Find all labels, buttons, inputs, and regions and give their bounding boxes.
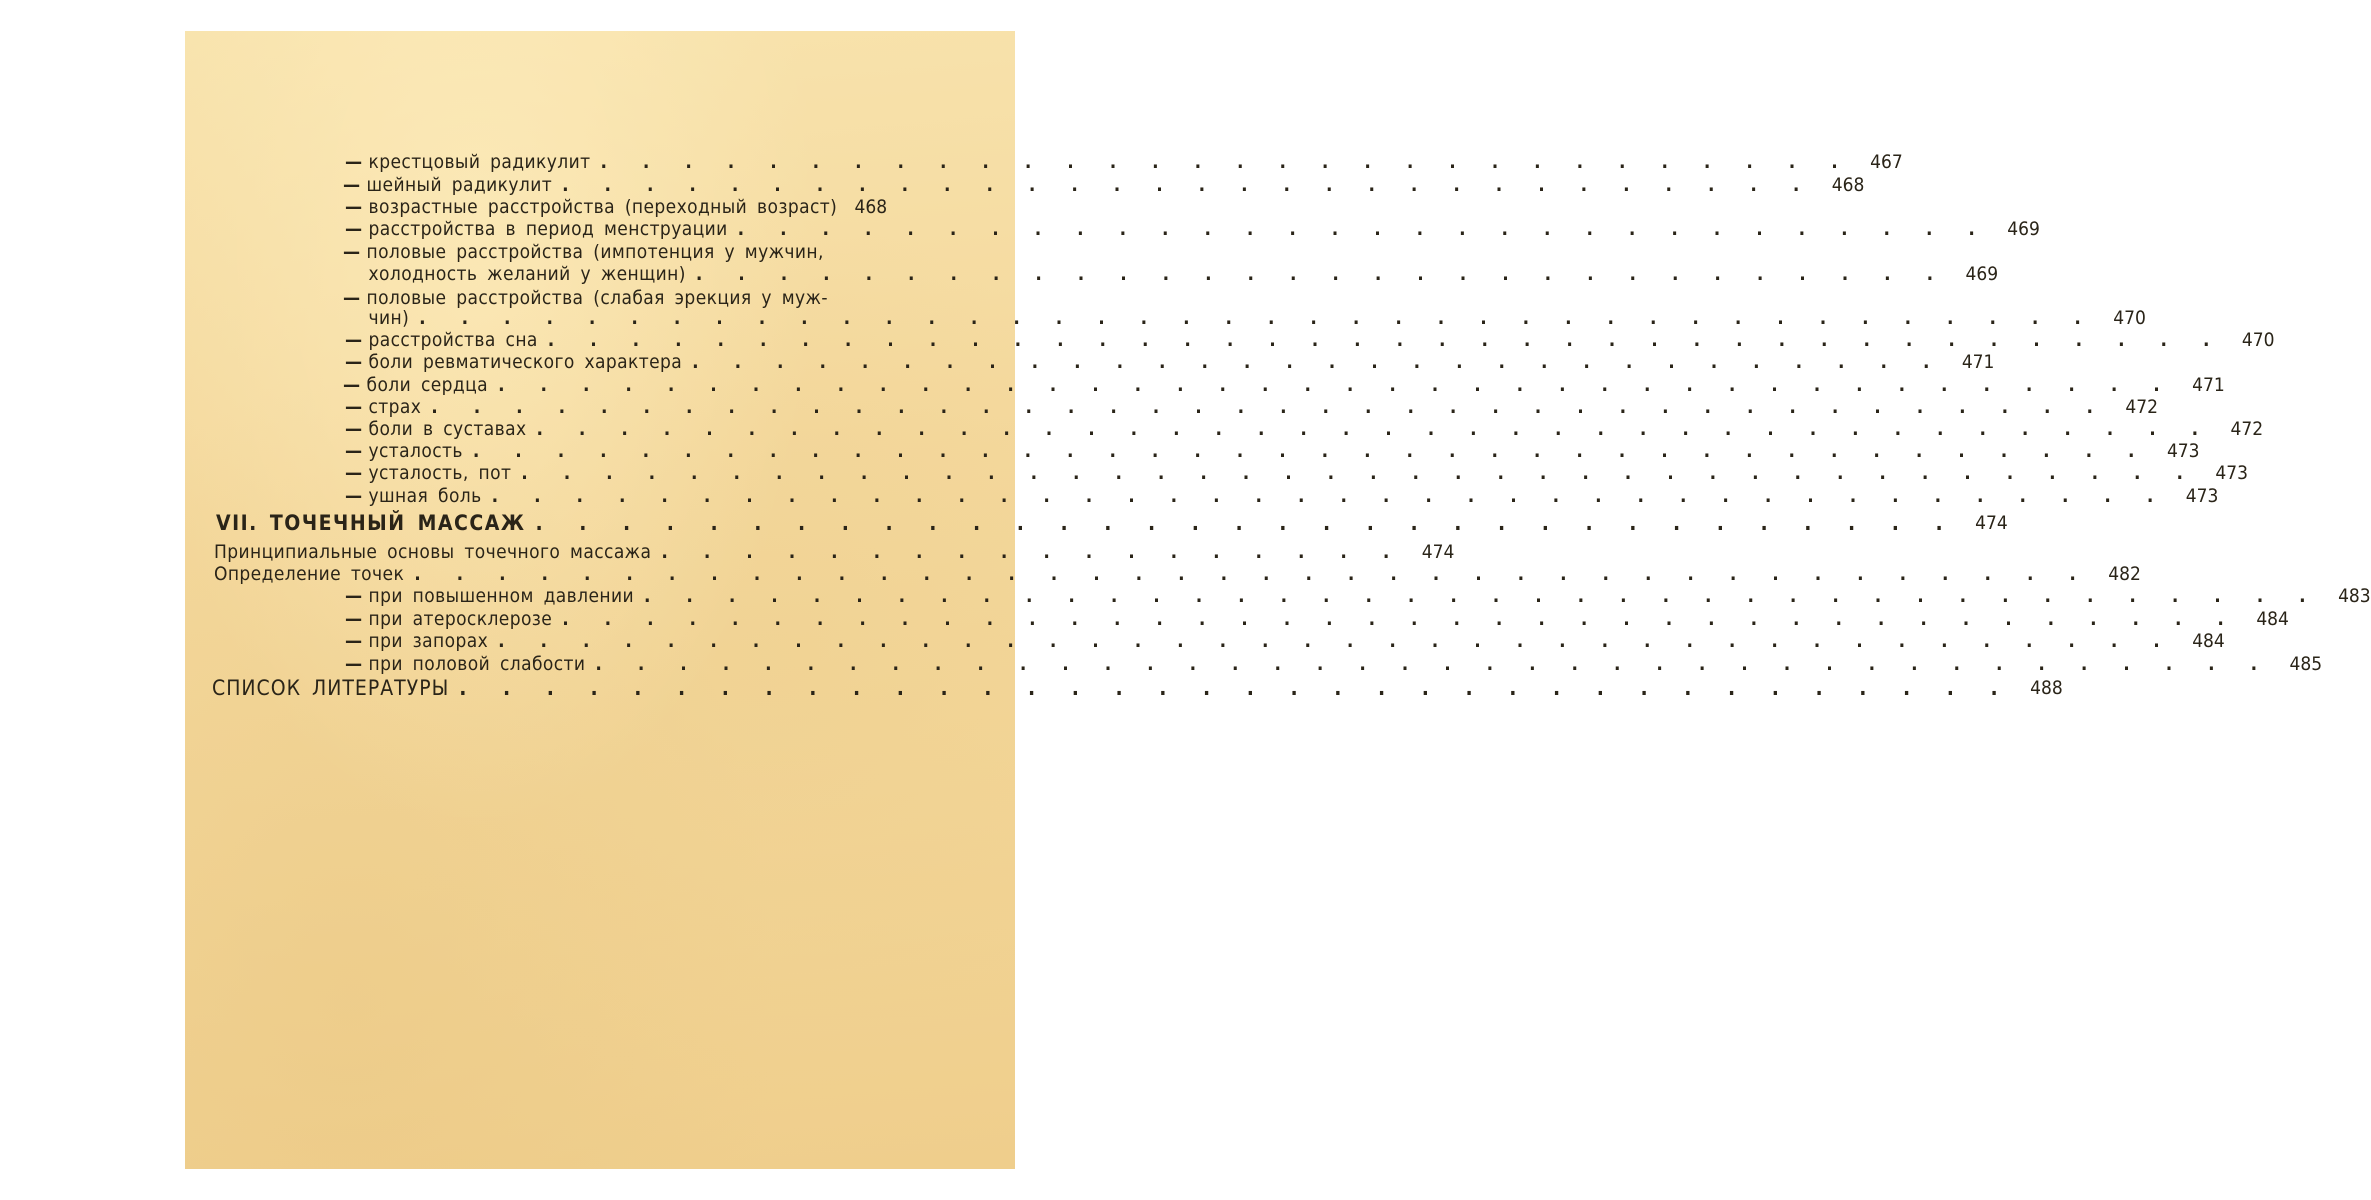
entry-title: боли в суставах (368, 418, 527, 440)
entry-page: 473 (2185, 485, 2219, 507)
entry-dash: — (345, 585, 363, 607)
toc-entry (345, 151, 1903, 174)
entry-dash: — (343, 374, 361, 396)
toc-entry (345, 608, 2289, 631)
dot-leader: . . . . . . . . . . . . . . . . . . . . . . . . . . . . . . . . . . . . (459, 676, 2013, 700)
dot-leader: . . . . . . . . . . . . . . . . . . . . . . . . . . . . . . . . . . . . . . . . (472, 440, 2150, 462)
entry-title: половые расстройства (слабая эрекция у муж- (366, 287, 828, 309)
entry-page: 470 (2113, 307, 2146, 329)
entry-dash: — (345, 485, 363, 507)
entry-dash: — (345, 418, 363, 440)
entry-title: при запорах (368, 630, 489, 652)
toc-entry (343, 174, 1865, 197)
toc-entry (214, 563, 2141, 586)
entry-dash: — (345, 351, 363, 373)
entry-title: чин) (368, 307, 410, 329)
entry-page: 472 (2230, 418, 2264, 440)
entry-page: 473 (2215, 462, 2248, 484)
entry-title: расстройства сна (368, 329, 538, 351)
entry-page: 469 (2007, 218, 2040, 240)
dot-leader: . . . . . . . . . . . . . . . . . . . . . . . . . . . . . . (695, 263, 1949, 285)
toc-entry (345, 653, 2323, 676)
chapter-heading (216, 511, 2008, 535)
dot-leader: . . . . . . . . . . . . . . . . . . . . . . . . . . . . . . (692, 351, 1945, 373)
entry-dash: — (343, 174, 361, 196)
entry-dash: — (345, 608, 363, 630)
entry-page: 472 (2125, 396, 2158, 418)
dot-leader: . . . . . . . . . . . . . . . . . . . . . . . . . . . . . . . . . . . . . . . . (498, 374, 2175, 396)
dot-leader: . . . . . . . . . . . . . . . . . . . . . . . . . . . . . . . . . . . . . . . . (521, 462, 2198, 484)
entry-page: 488 (2030, 677, 2063, 699)
entry-dash: — (345, 653, 363, 675)
toc-entry (345, 585, 2371, 608)
toc-entry (345, 462, 2248, 485)
entry-page: 474 (1421, 541, 1455, 563)
toc-entry (345, 218, 2040, 241)
entry-page: 482 (2108, 563, 2141, 585)
dot-leader: . . . . . . . . . . . . . . . . . . . . . . . . . . . . . . . . . (535, 511, 1958, 535)
entry-page: 473 (2166, 440, 2200, 462)
entry-title: страх (368, 396, 422, 418)
book-page (185, 31, 2371, 1169)
entry-page: 471 (2192, 374, 2225, 396)
entry-page: 483 (2338, 585, 2371, 607)
toc-entry (345, 196, 982, 219)
entry-page: 484 (2192, 630, 2225, 652)
entry-title: расстройства в период менструации (368, 218, 728, 240)
entry-title: боли сердца (366, 374, 489, 396)
toc-entry (345, 351, 1995, 374)
toc-entry (345, 329, 2275, 352)
entry-dash: — (343, 241, 361, 263)
toc-entry (345, 485, 2219, 508)
entry-page: 467 (1870, 151, 1903, 173)
entry-title: возрастные расстройства (переходный возраст) (368, 196, 838, 218)
entry-dash: — (345, 462, 363, 484)
dot-leader: . . . . . . . . . . . . . . . . . . . . . . . . . . . . . . (600, 151, 1853, 173)
dot-leader: . . . . . . . . . . . . . . . . . . . . . . . . . . . . . . . . . . . . . . . . (431, 396, 2108, 418)
toc-entry (345, 440, 2200, 463)
entry-title: при повышенном давлении (368, 585, 634, 607)
entry-title: усталость, пот (368, 462, 512, 484)
dot-leader: . . . . . . . . . . . . . . . . . . . . . . . . . . . . . . . . . . . . . . . . (419, 307, 2096, 329)
dot-leader: . . . . . . . . . . . . . . . . . . . . . . . . . . . . . . . . . . . . . . . . (414, 563, 2091, 585)
dot-leader: . . . . . . . . . . . . . . . . . . . . . . . . . . . . . . . . . . . . . . . . (491, 485, 2169, 507)
dot-leader: . . . . . . . . . . . . . . . . . . . . . . . . . . . . . . . . . . . . . . . . (547, 329, 2225, 351)
entry-dash: — (345, 630, 363, 652)
dot-leader: . . . . . . . . . . . . . . . . . . . . . . . . . . . . . . . . . . . . . . . . (562, 608, 2239, 630)
entry-title: половые расстройства (импотенция у мужчин, (366, 241, 824, 263)
entry-page: 468 (1831, 174, 1865, 196)
toc-entry-continued (345, 263, 1999, 286)
entry-dash: — (345, 396, 363, 418)
entry-page: 484 (2256, 608, 2289, 630)
entry-title: при атеросклерозе (368, 608, 553, 630)
entry-dash: — (345, 196, 363, 218)
entry-title: Принципиальные основы точечного массажа (214, 541, 652, 563)
toc-entry (345, 630, 2225, 653)
entry-dash: — (345, 151, 363, 173)
dot-leader: . . . . . . . . . . . . . . . . . . . . . . . . . . . . . . . . . . . . . . . . (498, 630, 2175, 652)
entry-page: 471 (1961, 351, 1995, 373)
entry-dash: — (345, 329, 363, 351)
entry-title: боли ревматического характера (368, 351, 683, 373)
toc-entry-continued (345, 307, 2146, 330)
dot-leader: . . . . . . . . . . . . . . . . . . . . . . . . . . . . . . (562, 174, 1815, 196)
dot-leader: . . . . . . . . . . . . . . . . . . (661, 541, 1405, 563)
table-of-contents (185, 31, 2371, 1169)
bibliography-heading (212, 676, 2063, 700)
entry-title: усталость (368, 440, 463, 462)
dot-leader: . . . . . . . . . . . . . . . . . . . . . . . . . . . . . . . . . . . . . . . . (643, 585, 2321, 607)
toc-entry (214, 541, 1455, 564)
entry-title: крестцовый радикулит (368, 151, 591, 173)
toc-entry (345, 396, 2158, 419)
toc-entry (343, 241, 929, 264)
entry-dash: — (343, 287, 361, 309)
entry-title: шейный радикулит (366, 174, 553, 196)
dot-leader: . . . . . . . . . . . . . . . . . . . . . . . . . . . . . . . . . . . . . . . . (536, 418, 2214, 440)
entry-page: 470 (2241, 329, 2275, 351)
entry-page: 468 (854, 196, 888, 218)
entry-title: при половой слабости (368, 653, 586, 675)
dot-leader: . . . . . . . . . . . . . . . . . . . . . . . . . . . . . . (737, 218, 1990, 240)
entry-title: ушная боль (368, 485, 482, 507)
dot-leader: . . . . . . . . . . . . . . . . . . . . . . . . . . . . . . . . . . . . . . . . (595, 653, 2273, 675)
toc-entry (345, 418, 2264, 441)
entry-page: 485 (2289, 653, 2323, 675)
entry-dash: — (345, 218, 363, 240)
entry-dash: — (345, 440, 363, 462)
entry-title: холодность желаний у женщин) (368, 263, 686, 285)
entry-page: 474 (1975, 512, 2008, 534)
toc-entry (343, 374, 2225, 397)
bibliography-title: СПИСОК ЛИТЕРАТУРЫ (212, 676, 450, 700)
entry-page: 469 (1965, 263, 1999, 285)
chapter-title: VII. ТОЧЕЧНЫЙ МАССАЖ (216, 511, 526, 535)
entry-title: Определение точек (214, 563, 405, 585)
